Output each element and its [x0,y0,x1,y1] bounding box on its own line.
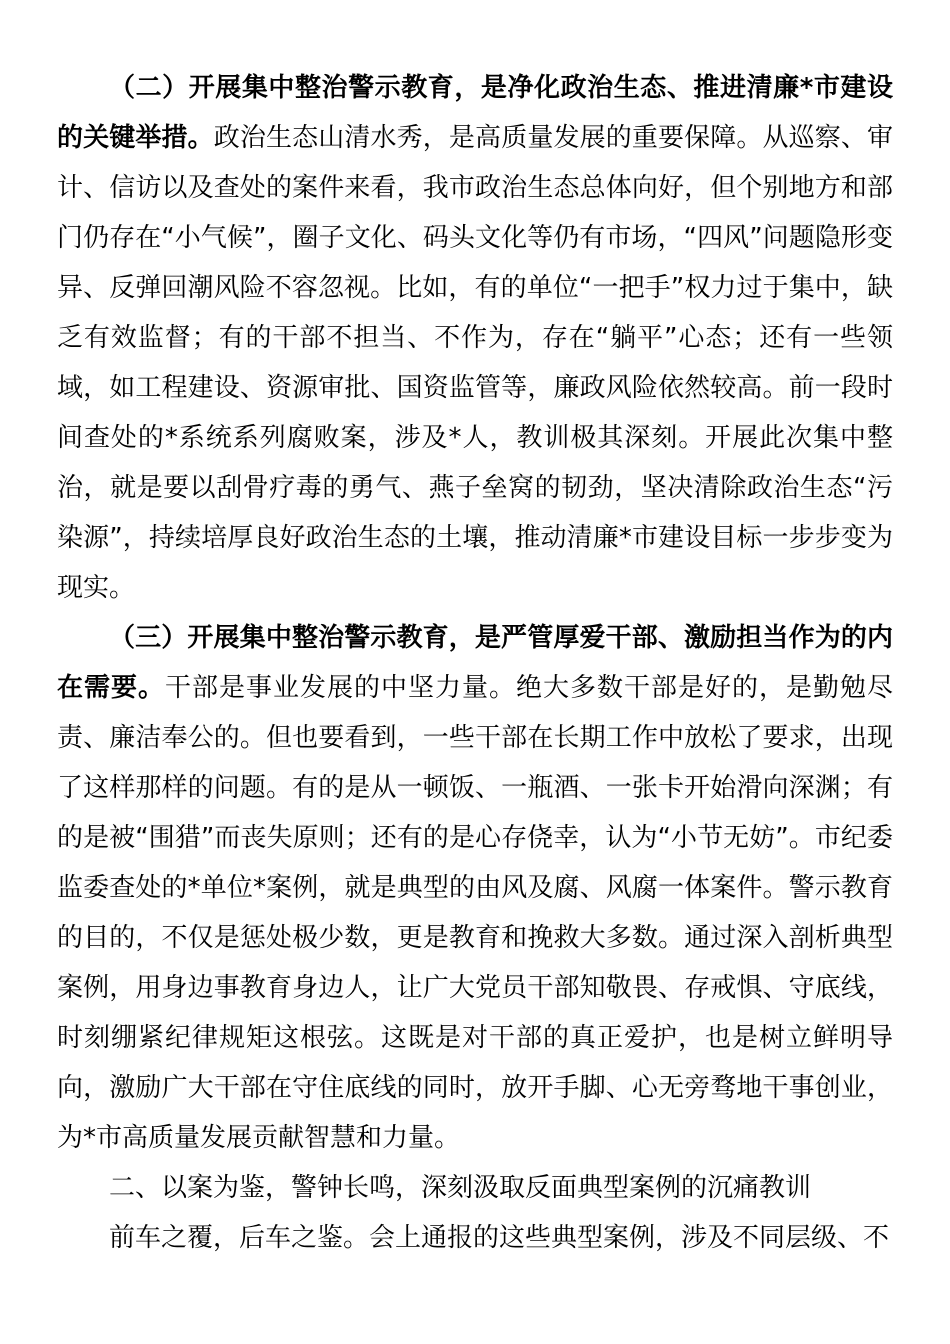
paragraph-three-heading: （三）开展集中整治警示教育，是严管厚爱干部、激励担当作为的内在需要。 [57,623,893,703]
section-title: 二、以案为鉴，警钟长鸣，深刻汲取反面典型案例的沉痛教训 [109,1173,812,1203]
document-body [57,63,893,1263]
paragraph-two-body: 政治生态山清水秀，是高质量发展的重要保障。从巡察、审计、信访以及查处的案件来看，我市政治生态总体向好，但个别地方和部门仍存在“小气候”，圈子文化、码头文化等仍有市场，“四风”问题隐形变异、反弹回潮风险不容忽视。比如，有的单位“一把手”权力过于集中，缺乏有效监督；有的干部不担当、不作为，存在“躺平”心态；还有一些领域，如工程建设、资源审批、国资监管等，廉政风险依然较高。前一段时间查处的*系统系列腐败案，涉及*人，教训极其深刻。开展此次集中整治，就是要以刮骨疗毒的勇气、燕子垒窝的韧劲，坚决清除政治生态“污染源”，持续培厚良好政治生态的土壤，推动清廉*市建设目标一步步变为现实。 [57,123,893,603]
paragraph-three-body: 干部是事业发展的中坚力量。绝大多数干部是好的，是勤勉尽责、廉洁奉公的。但也要看到，一些干部在长期工作中放松了要求，出现了这样那样的问题。有的是从一顿饭、一瓶酒、一张卡开始滑向深渊；有的是被“围猎”而丧失原则；还有的是心存侥幸，认为“小节无妨”。市纪委监委查处的*单位*案例，就是典型的由风及腐、风腐一体案件。警示教育的目的，不仅是惩处极少数，更是教育和挽救大多数。通过深入剖析典型案例，用身边事教育身边人，让广大党员干部知敬畏、存戒惧、守底线，时刻绷紧纪律规矩这根弦。这既是对干部的真正爱护，也是树立鲜明导向，激励广大干部在守住底线的同时，放开手脚、心无旁骛地干事创业，为*市高质量发展贡献智慧和力量。 [57,673,893,1153]
paragraph-three [57,613,893,1163]
paragraph-two [57,63,893,613]
paragraph-two-heading: （二）开展集中整治警示教育，是净化政治生态、推进清廉*市建设的关键举措。 [57,73,893,153]
final-paragraph: 前车之覆，后车之鉴。会上通报的这些典型案例，涉及不同层级、不 [109,1223,890,1253]
